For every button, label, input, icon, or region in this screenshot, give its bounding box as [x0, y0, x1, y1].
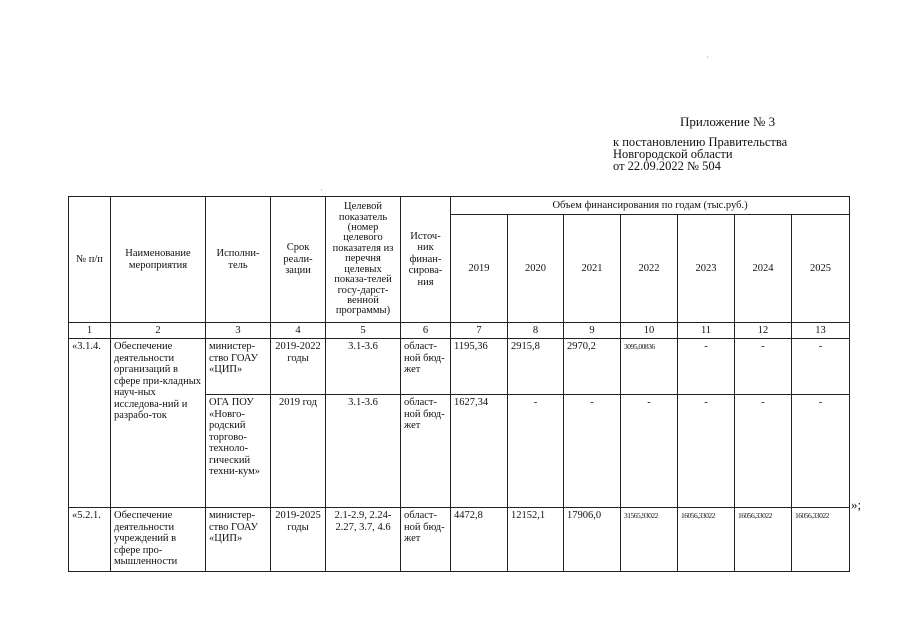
scan-speck: · — [320, 185, 323, 195]
header-num: № п/п — [69, 197, 111, 323]
row-value: 16056,33022 — [678, 508, 735, 572]
header-source: Источ-ник финан-сирова-ния — [401, 197, 451, 323]
column-number: 7 — [451, 323, 508, 339]
column-number: 3 — [206, 323, 271, 339]
appendix-title: Приложение № 3 — [680, 114, 776, 129]
appendix-line-2: Новгородской области — [613, 147, 733, 161]
row-number: «3.1.4. — [69, 339, 111, 508]
row-value: 3095,00836 — [621, 339, 678, 395]
header-year: 2024 — [735, 215, 792, 323]
row-value: - — [678, 395, 735, 508]
header-year: 2019 — [451, 215, 508, 323]
column-number: 12 — [735, 323, 792, 339]
row-value: 2970,2 — [564, 339, 621, 395]
row-number: «5.2.1. — [69, 508, 111, 572]
row-target: 3.1-3.6 — [326, 395, 401, 508]
appendix-line-3: от 22.09.2022 № 504 — [613, 159, 721, 173]
funding-table — [68, 196, 850, 572]
header-year: 2025 — [792, 215, 850, 323]
column-number: 2 — [111, 323, 206, 339]
column-number: 13 — [792, 323, 850, 339]
row-term: 2019 год — [271, 395, 326, 508]
header-year: 2022 — [621, 215, 678, 323]
column-number: 6 — [401, 323, 451, 339]
row-value: 16056,33022 — [792, 508, 850, 572]
row-name: Обеспечение деятельности организаций в сфере при-кладных науч-ных исследова-ний и разрабо-ток — [111, 339, 206, 508]
table-row — [69, 508, 850, 572]
column-number: 4 — [271, 323, 326, 339]
closing-quote: »; — [851, 497, 862, 512]
row-value: - — [678, 339, 735, 395]
header-name: Наименование мероприятия — [111, 197, 206, 323]
column-number: 5 — [326, 323, 401, 339]
row-value: 31565,93022 — [621, 508, 678, 572]
column-number: 11 — [678, 323, 735, 339]
column-number: 10 — [621, 323, 678, 339]
row-value: 1627,34 — [451, 395, 508, 508]
row-target: 2.1-2.9, 2.24-2.27, 3.7, 4.6 — [326, 508, 401, 572]
row-executor: ОГА ПОУ «Новго-родский торгово-техноло-гический техни-кум» — [206, 395, 271, 508]
row-target: 3.1-3.6 — [326, 339, 401, 395]
header-executor: Исполни-тель — [206, 197, 271, 323]
row-name: Обеспечение деятельности учреждений в сфере про-мышленности — [111, 508, 206, 572]
row-value: - — [735, 395, 792, 508]
header-year: 2023 — [678, 215, 735, 323]
column-number: 9 — [564, 323, 621, 339]
row-value: - — [564, 395, 621, 508]
row-term: 2019-2022 годы — [271, 339, 326, 395]
row-source: област-ной бюд-жет — [401, 339, 451, 395]
header-target: Целевой показатель (номер целевого показателя из перечня целевых показа-телей госу-дарст-венной программы) — [326, 197, 401, 323]
row-executor: министер-ство ГОАУ «ЦИП» — [206, 339, 271, 395]
row-executor: министер-ство ГОАУ «ЦИП» — [206, 508, 271, 572]
header-term: Срок реали-зации — [271, 197, 326, 323]
row-value: - — [792, 339, 850, 395]
row-source: област-ной бюд-жет — [401, 395, 451, 508]
row-value: - — [792, 395, 850, 508]
scan-speck: · — [706, 52, 709, 62]
row-source: област-ной бюд-жет — [401, 508, 451, 572]
column-number-row — [69, 323, 850, 339]
row-value: - — [508, 395, 564, 508]
row-value: - — [621, 395, 678, 508]
row-value: 1195,36 — [451, 339, 508, 395]
column-number: 1 — [69, 323, 111, 339]
row-value: 4472,8 — [451, 508, 508, 572]
header-year: 2021 — [564, 215, 621, 323]
row-value: 2915,8 — [508, 339, 564, 395]
row-term: 2019-2025 годы — [271, 508, 326, 572]
header-year: 2020 — [508, 215, 564, 323]
appendix-line-1: к постановлению Правительства — [613, 135, 788, 149]
row-value: - — [735, 339, 792, 395]
row-value: 16056,33022 — [735, 508, 792, 572]
header-funding: Объем финансирования по годам (тыс.руб.) — [451, 197, 850, 215]
table-row — [69, 339, 850, 395]
row-value: 12152,1 — [508, 508, 564, 572]
row-value: 17906,0 — [564, 508, 621, 572]
column-number: 8 — [508, 323, 564, 339]
